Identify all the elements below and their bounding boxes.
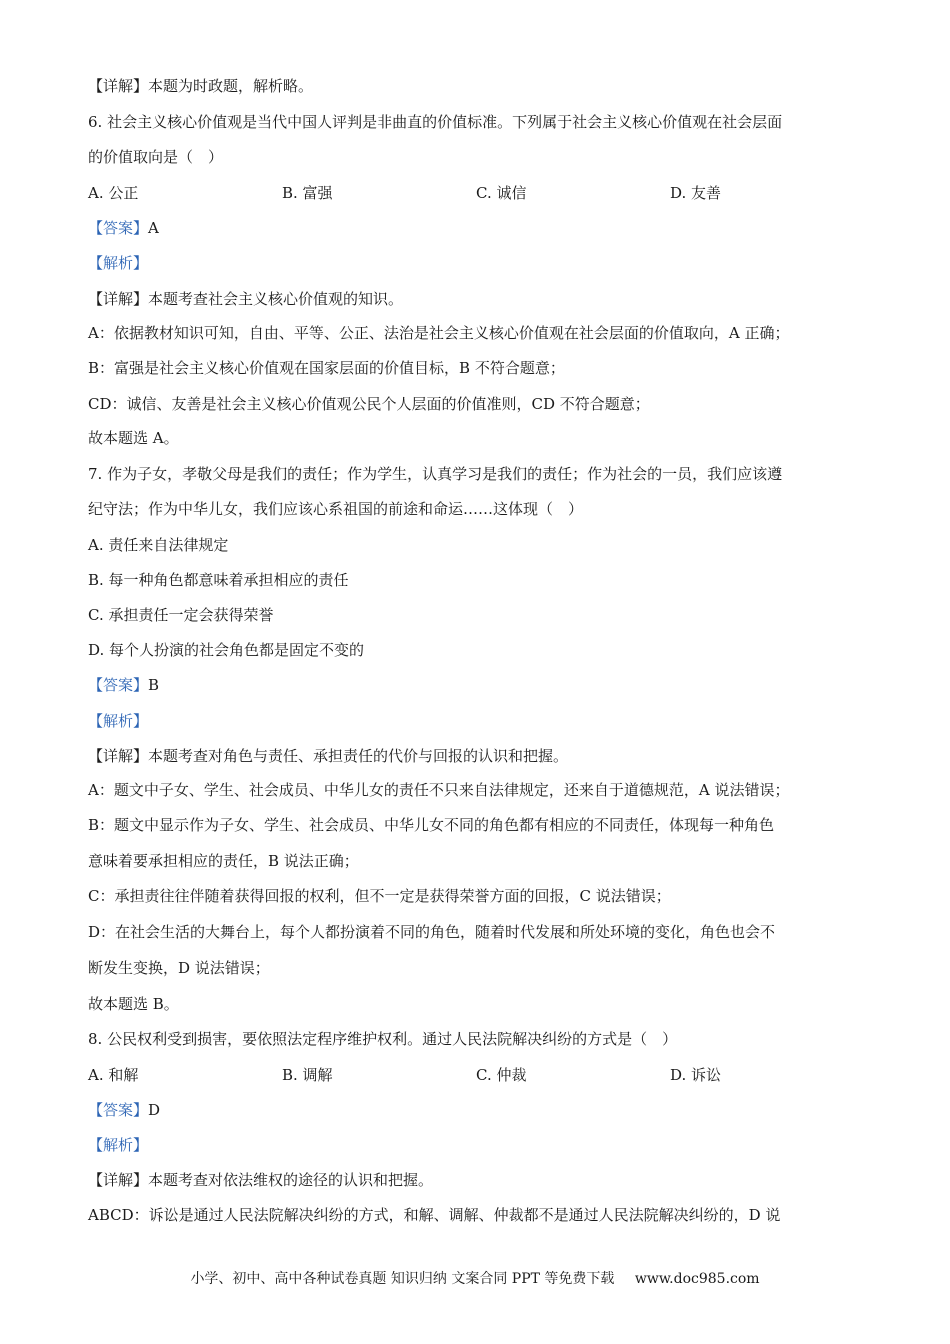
q6-conclusion: 故本题选 A。 [88,429,179,447]
q7-explain-d: D：在社会生活的大舞台上，每个人都扮演着不同的角色，随着时代发展和所处环境的变化，角色也会不 [88,923,776,941]
q7-explain-b: B：题文中显示作为子女、学生、社会成员、中华儿女不同的角色都有相应的不同责任，体现每一种角色 [88,816,775,834]
detail-line: 【详解】本题为时政题，解析略。 [88,77,314,95]
q8-detail: 【详解】本题考查对依法维权的途径的认识和把握。 [88,1171,434,1189]
page-footer [0,1269,950,1289]
q6-option-d: D. 友善 [670,184,722,202]
question-8-stem: 8. 公民权利受到损害，要依照法定程序维护权利。通过人民法院解决纠纷的方式是（ ） [88,1030,678,1048]
q7-explain-d-cont: 断发生变换，D 说法错误； [88,959,270,977]
q8-option-c: C. 仲裁 [476,1066,527,1084]
question-6-stem: 6. 社会主义核心价值观是当代中国人评判是非曲直的价值标准。下列属于社会主义核心价值观在社会层面 [88,113,783,131]
q8-option-a: A. 和解 [88,1066,139,1084]
q6-option-a: A. 公正 [88,184,139,202]
answer-value: B [148,676,160,694]
q6-option-b: B. 富强 [282,184,333,202]
q6-answer [88,218,159,238]
q7-explain-b-cont: 意味着要承担相应的责任，B 说法正确； [88,852,359,870]
q7-option-c: C. 承担责任一定会获得荣誉 [88,606,274,624]
answer-value: D [148,1101,161,1119]
analysis-tag: 【解析】 [88,712,149,730]
q6-explain-a: A：依据教材知识可知，自由、平等、公正、法治是社会主义核心价值观在社会层面的价值取向，A 正确； [88,324,790,342]
question-6-stem-cont: 的价值取向是（ ） [88,148,224,166]
q7-conclusion: 故本题选 B。 [88,995,179,1013]
q7-detail: 【详解】本题考查对角色与责任、承担责任的代价与回报的认识和把握。 [88,747,569,765]
footer-text: 小学、初中、高中各种试卷真题 知识归纳 文案合同 PPT 等免费下载 [190,1271,615,1287]
q8-analysis-tag [88,1135,148,1155]
q7-option-d: D. 每个人扮演的社会角色都是固定不变的 [88,641,365,659]
q7-explain-c: C：承担责往往伴随着获得回报的权利，但不一定是获得荣誉方面的回报，C 说法错误； [88,887,671,905]
q6-explain-cd: CD：诚信、友善是社会主义核心价值观公民个人层面的价值准则，CD 不符合题意； [88,395,650,413]
answer-value: A [148,219,159,237]
analysis-tag: 【解析】 [88,254,149,272]
q8-explain: ABCD：诉讼是通过人民法院解决纠纷的方式，和解、调解、仲裁都不是通过人民法院解决纠纷的，D 说 [88,1206,781,1224]
question-7-stem: 7. 作为子女，孝敬父母是我们的责任；作为学生，认真学习是我们的责任；作为社会的一员，我们应该遵 [88,465,783,483]
q8-option-d: D. 诉讼 [670,1066,722,1084]
question-7-stem-cont: 纪守法；作为中华儿女，我们应该心系祖国的前途和命运……这体现（ ） [88,500,584,518]
q7-explain-a: A：题文中子女、学生、社会成员、中华儿女的责任不只来自法律规定，还来自于道德规范，A 说法错误； [88,781,790,799]
answer-tag: 【答案】 [88,219,149,237]
q7-answer [88,675,159,695]
footer-url[interactable]: www.doc985.com [634,1271,760,1287]
q7-analysis-tag [88,711,148,731]
analysis-tag: 【解析】 [88,1136,149,1154]
q6-explain-b: B：富强是社会主义核心价值观在国家层面的价值目标，B 不符合题意； [88,359,565,377]
q8-option-b: B. 调解 [282,1066,333,1084]
q6-analysis-tag [88,253,148,273]
q7-option-b: B. 每一种角色都意味着承担相应的责任 [88,571,349,589]
q8-answer [88,1100,160,1120]
q6-option-c: C. 诚信 [476,184,527,202]
answer-tag: 【答案】 [88,676,149,694]
answer-tag: 【答案】 [88,1101,149,1119]
q6-detail: 【详解】本题考查社会主义核心价值观的知识。 [88,290,404,308]
q7-option-a: A. 责任来自法律规定 [88,536,229,554]
